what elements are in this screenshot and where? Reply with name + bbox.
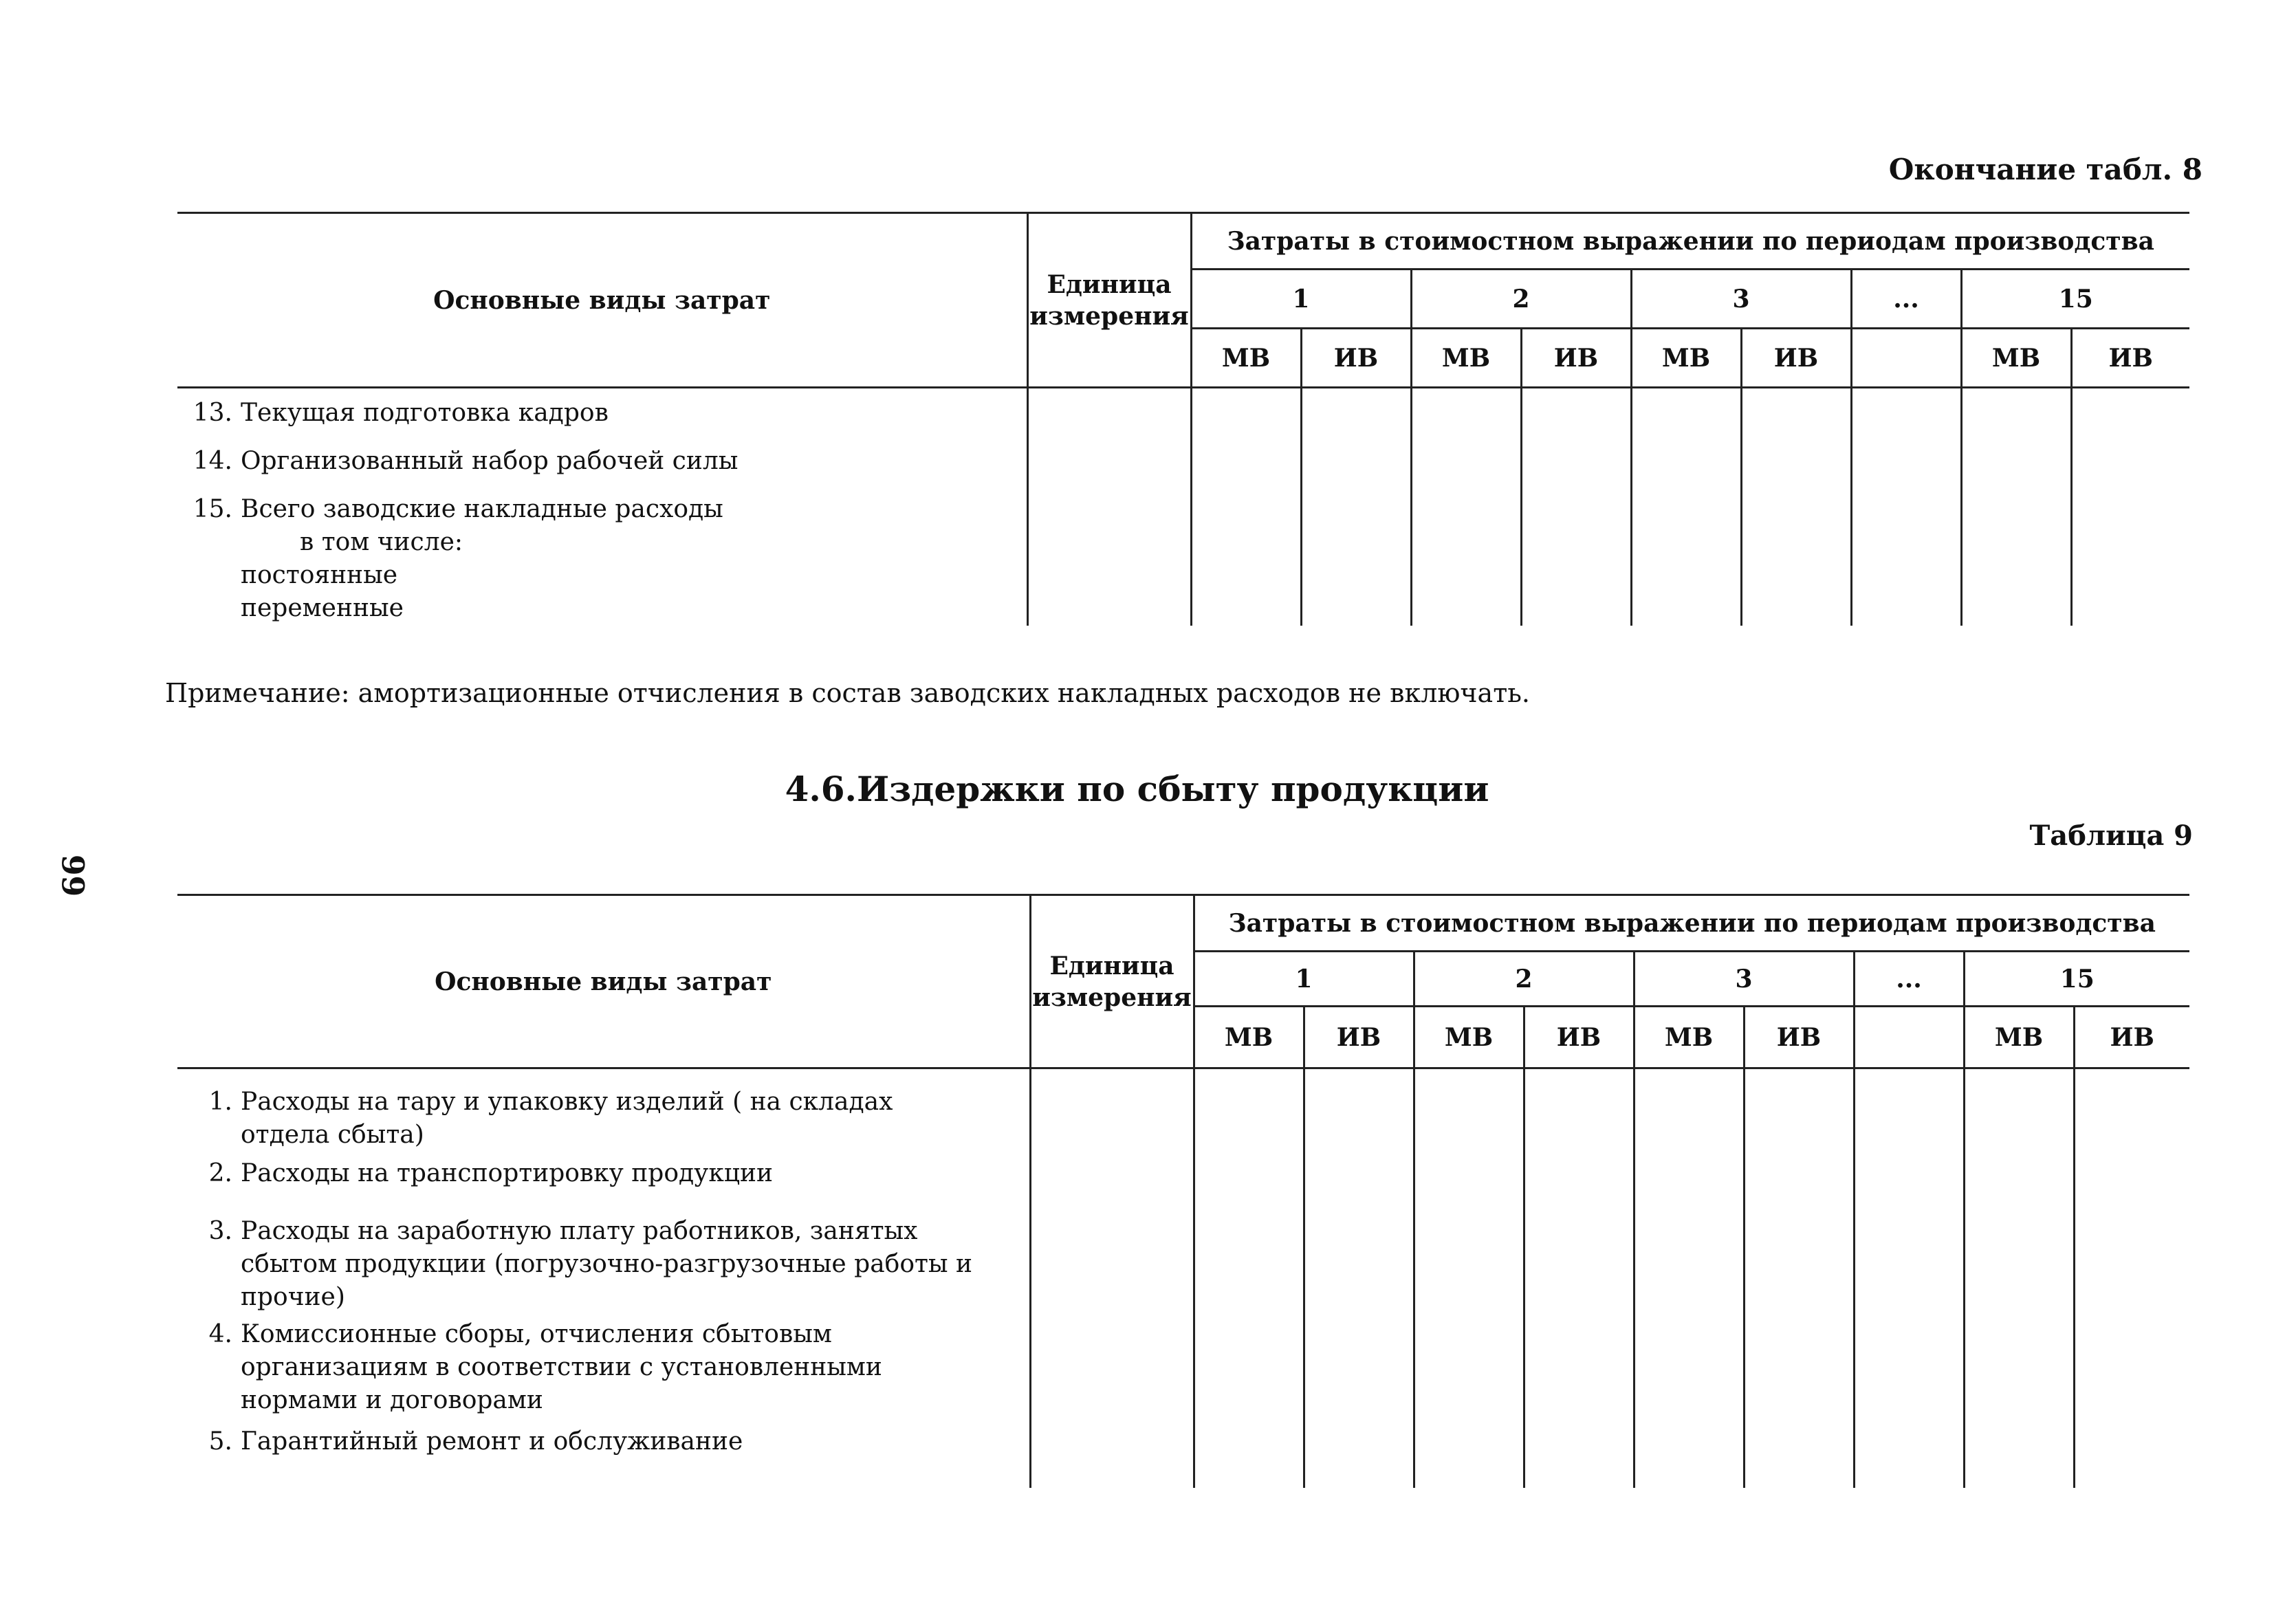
cell bbox=[1030, 1068, 1194, 1488]
header-period-dots: ... bbox=[1851, 270, 1961, 329]
cell bbox=[1634, 1068, 1744, 1488]
table-row: 14. Организованный набор рабочей силы bbox=[193, 447, 739, 475]
cell bbox=[1854, 1068, 1964, 1488]
cell bbox=[1194, 1068, 1304, 1488]
header-iv: ИВ bbox=[1521, 329, 1631, 388]
cell bbox=[1631, 388, 1741, 626]
page-number: 99 bbox=[54, 854, 90, 897]
header-period-3: 3 bbox=[1634, 952, 1854, 1007]
header-types: Основные виды затрат bbox=[177, 895, 1030, 1068]
header-empty bbox=[1854, 1007, 1964, 1068]
header-iv: ИВ bbox=[1744, 1007, 1854, 1068]
header-period-3: 3 bbox=[1631, 270, 1851, 329]
cell bbox=[1744, 1068, 1854, 1488]
table-9-row-names bbox=[177, 1068, 1030, 1488]
header-period-2: 2 bbox=[1411, 270, 1631, 329]
table-9-label: Таблица 9 bbox=[2029, 820, 2193, 852]
cell bbox=[1521, 388, 1631, 626]
cell bbox=[1301, 388, 1411, 626]
cell bbox=[1964, 1068, 2074, 1488]
header-iv: ИВ bbox=[1741, 329, 1851, 388]
cell bbox=[2074, 1068, 2189, 1488]
header-unit: Единица измерения bbox=[1030, 895, 1194, 1068]
table-row: 15. Всего заводские накладные расходы в том числе: постоянные переменные bbox=[193, 495, 723, 622]
header-period-2: 2 bbox=[1414, 952, 1634, 1007]
header-iv: ИВ bbox=[2074, 1007, 2189, 1068]
table-row: 5. Гарантийный ремонт и обслуживание bbox=[208, 1427, 743, 1456]
table-row: 2. Расходы на транспортировку продукции bbox=[208, 1159, 773, 1187]
cell bbox=[1741, 388, 1851, 626]
header-iv: ИВ bbox=[1301, 329, 1411, 388]
table-9 bbox=[177, 894, 2189, 1488]
header-empty bbox=[1851, 329, 1961, 388]
cell bbox=[1414, 1068, 1524, 1488]
header-period-1: 1 bbox=[1194, 952, 1414, 1007]
header-iv: ИВ bbox=[1304, 1007, 1414, 1068]
header-periods: Затраты в стоимостном выражении по периодам производства bbox=[1191, 213, 2189, 270]
table-row: 3. Расходы на заработную плату работников, занятых сбытом продукции (погрузочно-разгрузочные работы и прочие) bbox=[208, 1217, 973, 1311]
cell bbox=[1524, 1068, 1634, 1488]
header-mv: МВ bbox=[1634, 1007, 1744, 1068]
header-iv: ИВ bbox=[2071, 329, 2189, 388]
header-mv: МВ bbox=[1411, 329, 1521, 388]
cell bbox=[1191, 388, 1301, 626]
table-row: 4. Комиссионные сборы, отчисления сбытовым организациям в соответствии с установленными нормами и договорами bbox=[208, 1320, 882, 1414]
continuation-label: Окончание табл. 8 bbox=[1888, 153, 2202, 186]
header-mv: МВ bbox=[1194, 1007, 1304, 1068]
header-mv: МВ bbox=[1414, 1007, 1524, 1068]
header-types: Основные виды затрат bbox=[177, 213, 1027, 388]
cell bbox=[1961, 388, 2071, 626]
header-mv: МВ bbox=[1631, 329, 1741, 388]
section-title: 4.6.Издержки по сбыту продукции bbox=[785, 769, 1489, 809]
table-8 bbox=[177, 212, 2189, 626]
header-iv: ИВ bbox=[1524, 1007, 1634, 1068]
cell bbox=[1851, 388, 1961, 626]
note: Примечание: амортизационные отчисления в состав заводских накладных расходов не включать. bbox=[165, 678, 1530, 708]
table-row: 13. Текущая подготовка кадров bbox=[193, 399, 609, 427]
header-period-15: 15 bbox=[1961, 270, 2189, 329]
header-period-1: 1 bbox=[1191, 270, 1411, 329]
table-8-row-names bbox=[177, 388, 1027, 626]
table-row: 1. Расходы на тару и упаковку изделий ( на складах отдела сбыта) bbox=[208, 1088, 893, 1149]
header-mv: МВ bbox=[1964, 1007, 2074, 1068]
header-periods: Затраты в стоимостном выражении по периодам производства bbox=[1194, 895, 2189, 952]
cell bbox=[1027, 388, 1191, 626]
cell bbox=[1411, 388, 1521, 626]
cell bbox=[2071, 388, 2189, 626]
cell bbox=[1304, 1068, 1414, 1488]
header-period-15: 15 bbox=[1964, 952, 2189, 1007]
header-mv: МВ bbox=[1961, 329, 2071, 388]
header-mv: МВ bbox=[1191, 329, 1301, 388]
header-period-dots: ... bbox=[1854, 952, 1964, 1007]
header-unit: Единица измерения bbox=[1027, 213, 1191, 388]
